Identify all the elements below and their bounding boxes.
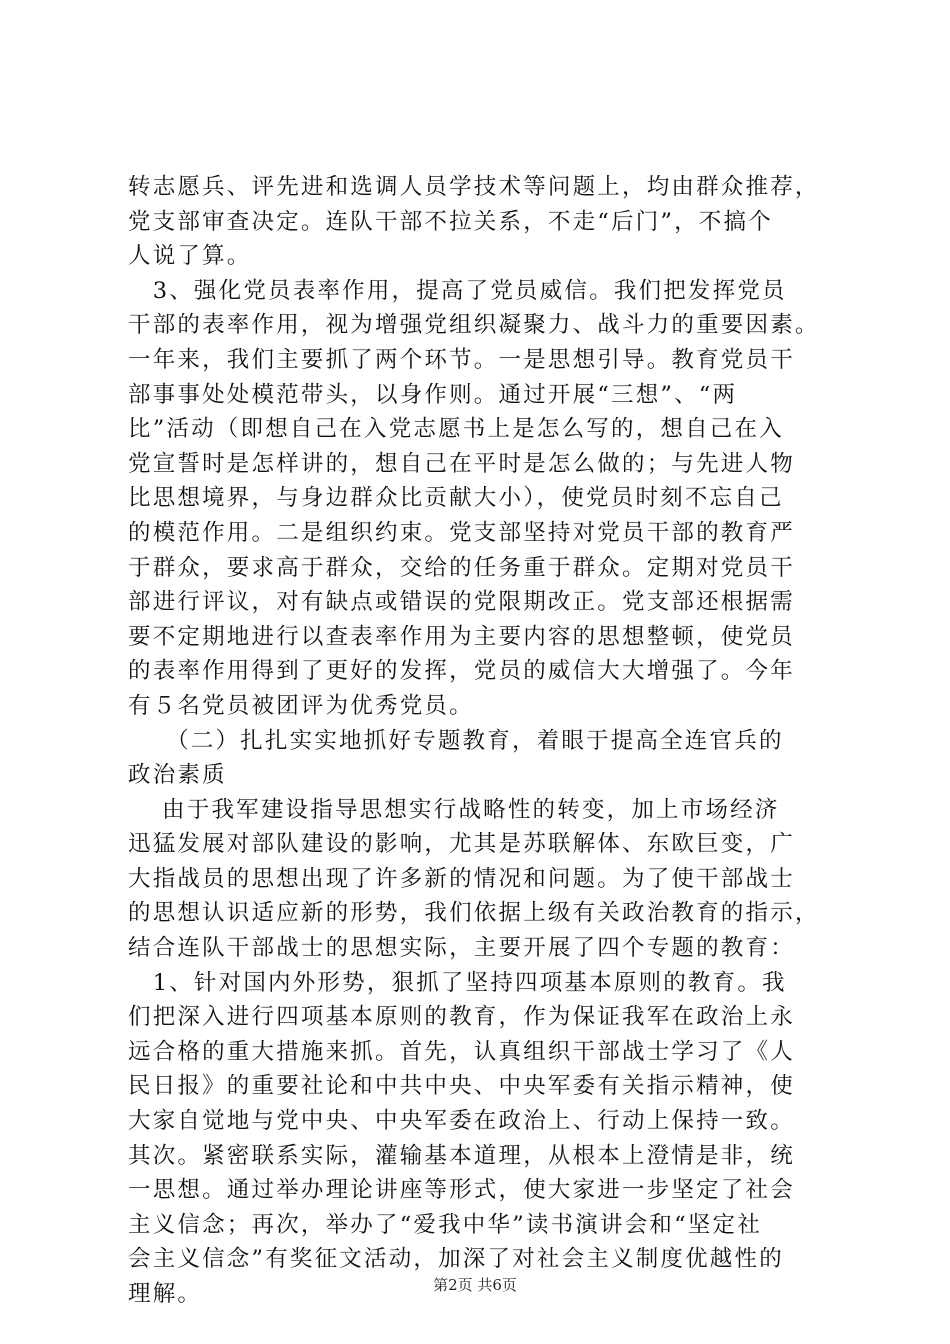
text-line: 理解。 [128,1281,203,1307]
text-line: 比”活动（即想自己在入党志愿书上是怎么写的，想自己在入 [128,416,784,443]
text-line: 部进行评议，对有缺点或错误的党限期改正。党支部还根据需 [128,589,795,616]
text-line: 远合格的重大措施来抓。首先，认真组织干部战士学习了《人 [128,1038,795,1065]
text-line: 3、强化党员表率作用，提高了党员威信。我们把发挥党员 [128,277,787,304]
text-line: 会主义信念”有奖征文活动，加深了对社会主义制度优越性的 [128,1246,784,1273]
text-line: 1、针对国内外形势，狠抓了坚持四项基本原则的教育。我 [128,969,787,996]
text-line: 们把深入进行四项基本原则的教育，作为保证我军在政治上永 [128,1004,795,1031]
text-line: （二）扎扎实实地抓好专题教育，着眼于提高全连官兵的 [128,727,784,754]
text-line: 大家自觉地与党中央、中央军委在政治上、行动上保持一致。 [128,1108,795,1135]
body-text [128,170,840,1312]
text-line: 有５名党员被团评为优秀党员。 [128,692,474,719]
text-line: 党支部审查决定。连队干部不拉关系，不走“后门”，不搞个 [128,208,773,235]
text-line: 其次。紧密联系实际，灌输基本道理，从根本上澄情是非，统 [128,1142,795,1169]
page-footer: 第2页 共6页 [433,1276,517,1294]
text-line: 转志愿兵、评先进和选调人员学技术等问题上，均由群众推荐， [128,174,820,200]
text-line: 一思想。通过举办理论讲座等形式，使大家进一步坚定了社会 [128,1177,795,1204]
text-line: 人说了算。 [128,243,252,270]
text-line: 干部的表率作用，视为增强党组织凝聚力、战斗力的重要因素。 [128,312,820,339]
text-line: 政治素质 [128,762,227,789]
text-line: 比思想境界，与身边群众比贡献大小），使党员时刻不忘自己 [128,485,784,512]
text-line: 的思想认识适应新的形势，我们依据上级有关政治教育的指示， [128,900,820,927]
text-line: 党宣誓时是怎样讲的，想自己在平时是怎么做的；与先进人物 [128,450,795,477]
text-line: 结合连队干部战士的思想实际，主要开展了四个专题的教育： [128,935,795,962]
text-line: 部事事处处模范带头，以身作则。通过开展“三想”、“两 [128,381,738,408]
text-line: 要不定期地进行以查表率作用为主要内容的思想整顿，使党员 [128,623,795,650]
text-line: 于群众，要求高于群众，交给的任务重于群众。定期对党员干 [128,554,795,581]
text-line: 的表率作用得到了更好的发挥，党员的威信大大增强了。今年 [128,658,795,685]
text-line: 由于我军建设指导思想实行战略性的转变，加上市场经济 [128,796,780,823]
text-line: 一年来，我们主要抓了两个环节。一是思想引导。教育党员干 [128,346,795,373]
text-line: 大指战员的思想出现了许多新的情况和问题。为了使干部战士 [128,865,795,892]
text-line: 的模范作用。二是组织约束。党支部坚持对党员干部的教育严 [128,519,795,546]
text-line: 迅猛发展对部队建设的影响，尤其是苏联解体、东欧巨变，广 [128,831,795,858]
text-line: 民日报》的重要社论和中共中央、中央军委有关指示精神，使 [128,1073,795,1100]
text-line: 主义信念；再次，举办了“爱我中华”读书演讲会和“坚定社 [128,1211,762,1238]
